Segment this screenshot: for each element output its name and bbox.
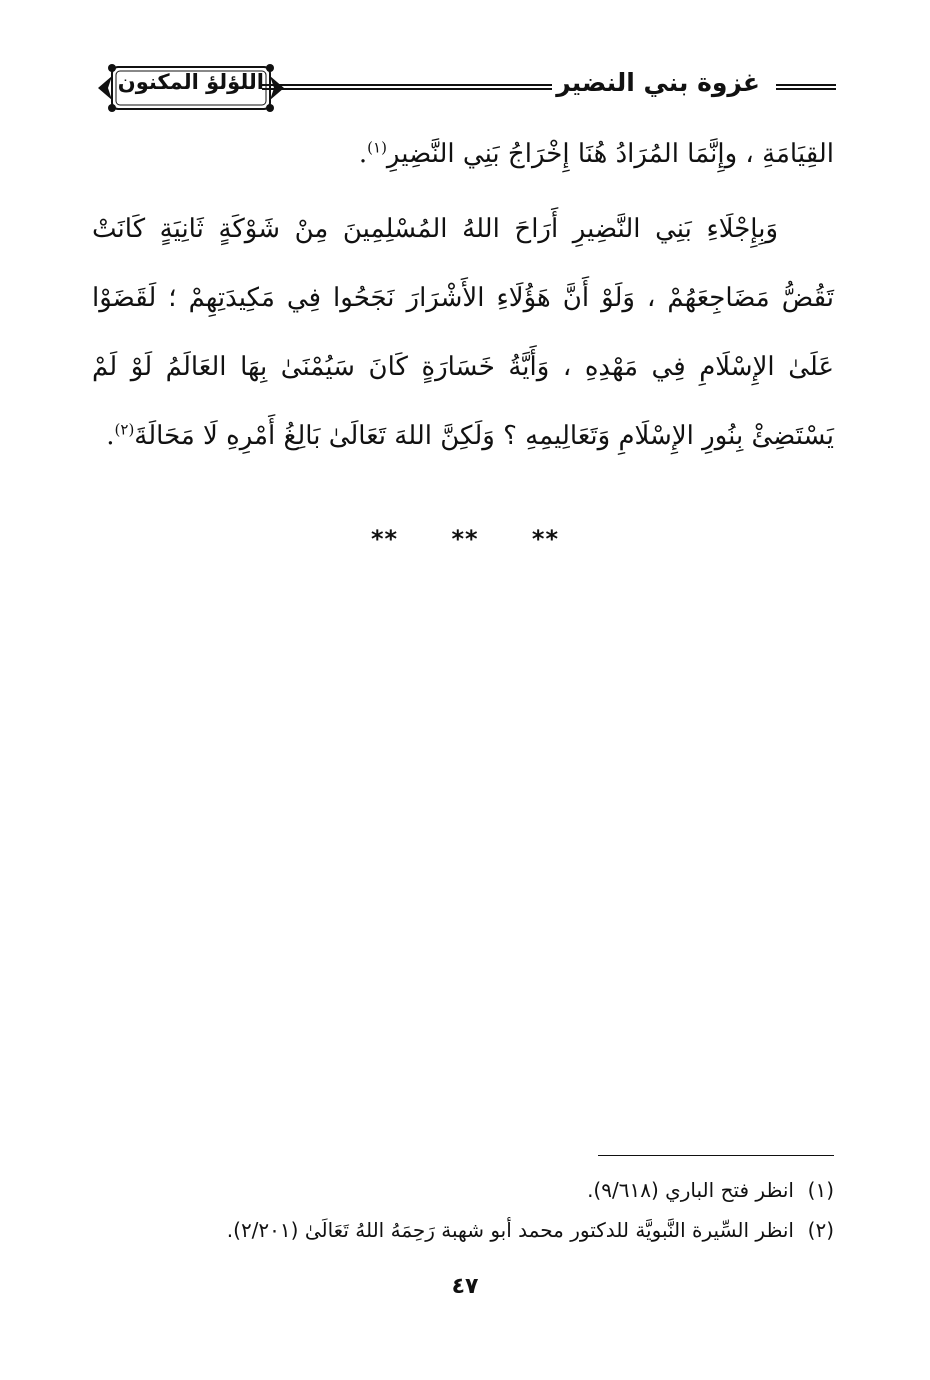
paragraph-2-text: وَبِإِجْلَاءِ بَنِي النَّضِيرِ أَرَاحَ اللهُ المُسْلِمِينَ مِنْ شَوْكَةٍ ثَانِيَةٍ كَانَتْ تَقُضُّ مَضَاجِعَهُمْ ، وَلَوْ أَنَّ هَؤُلَاءِ الأَشْرَارَ نَجَحُوا فِي مَكِيدَتِهِمْ ؛ لَقَضَوْا عَلَىٰ الإِسْلَامِ فِي مَهْدِهِ ، وَأَيَّةُ خَسَارَةٍ كَانَ سَيُمْنَىٰ بِهَا العَالَمُ لَوْ لَمْ يَسْتَضِئْ بِنُورِ الإِسْلَامِ وَتَعَالِيمِهِ ؟ وَلَكِنَّ اللهَ تَعَالَىٰ بَالِغُ أَمْرِهِ لَا مَحَالَةَ xyxy=(92,214,834,451)
separator-mark: ** xyxy=(531,525,560,553)
separator-mark: ** xyxy=(370,525,399,553)
footnote-text: انظر السِّيرة النَّبويَّة للدكتور محمد أبو شهبة رَحِمَهُ اللهُ تَعَالَىٰ (٢/٢٠١). xyxy=(226,1218,794,1242)
footnote-number: (٢) xyxy=(807,1218,834,1242)
paragraph-2-end: . xyxy=(106,421,115,451)
footnote-number: (١) xyxy=(807,1178,834,1202)
footnote-ref-1: (١) xyxy=(367,138,387,157)
footnote-divider xyxy=(598,1155,834,1156)
footnote-ref-2: (٢) xyxy=(114,420,135,439)
header-rule-right xyxy=(776,84,836,90)
paragraph-1-end: . xyxy=(358,139,368,169)
page-number: ٤٧ xyxy=(451,1274,479,1299)
header-rule-middle xyxy=(262,84,552,90)
separator-mark: ** xyxy=(451,525,479,553)
paragraph-2 xyxy=(92,195,834,471)
footnote-1 xyxy=(92,1170,834,1210)
section-separator xyxy=(0,525,930,553)
book-title: اللؤلؤ المكنون xyxy=(117,70,264,94)
running-header xyxy=(96,62,836,114)
chapter-title: غزوة بني النضير xyxy=(556,68,760,97)
paragraph-1 xyxy=(92,120,834,189)
book-title-badge xyxy=(96,62,286,114)
paragraph-1-text: القِيَامَةِ ، وإِنَّمَا المُرَادُ هُنَا إِخْرَاجُ بَنِي النَّضِيرِ xyxy=(386,139,834,169)
footnote-text: انظر فتح الباري (٩/٦١٨). xyxy=(587,1178,794,1202)
main-text xyxy=(92,120,834,471)
footnotes xyxy=(92,1170,834,1250)
footnote-2 xyxy=(92,1210,834,1250)
